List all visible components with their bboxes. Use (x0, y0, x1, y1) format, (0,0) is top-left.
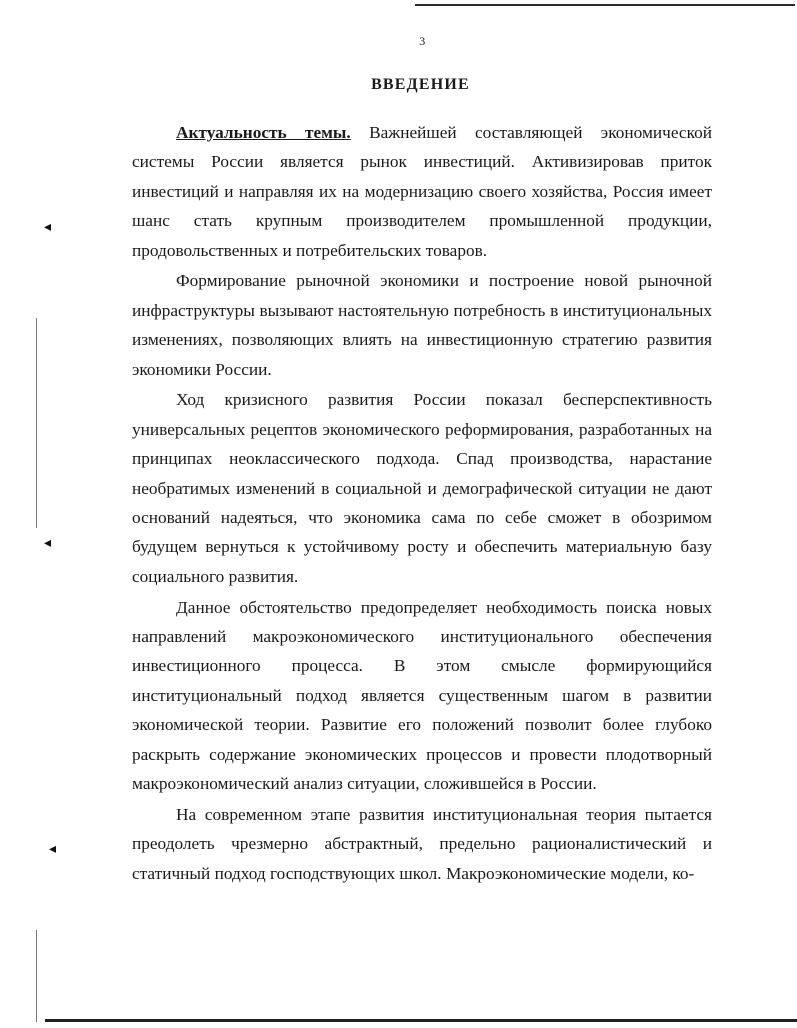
paragraph-crisis-development: Ход кризисного развития России показал бесперспективность универсальных рецептов экономического реформирования, разработанных на принципах неоклассического подхода. Спад производства, нарастание необратимых изменений в социальной и демографической ситуации не дают оснований надеяться, что экономика сама по себе сможет в обозримом будущем вернуться к устойчивому росту и обеспечить материальную базу социального развития. (132, 390, 712, 586)
binding-hole-marker-2: ◂ (44, 536, 52, 551)
body-text (132, 118, 712, 890)
page-number: 3 (419, 34, 426, 48)
scan-edge-left-1 (36, 318, 37, 528)
paragraph-institutional-approach: Данное обстоятельство предопределяет необходимость поиска новых направлений макроэкономического институционального обеспечения инвестиционного процесса. В этом смысле формирующийся институциональный подход является существенным шагом в развитии экономической теории. Развитие его положений позволит более глубоко раскрыть содержание экономических процессов и провести плодотворный макроэкономический анализ ситуации, сложившейся в России. (132, 597, 712, 794)
binding-hole-marker-1: ◂ (44, 220, 52, 235)
paragraph-market-economy: Формирование рыночной экономики и построение новой рыночной инфраструктуры вызывают настоятельную потребность в институциональных изменениях, позволяющих влиять на инвестиционную стратегию развития экономики России. (132, 271, 712, 379)
paragraph-relevance (132, 118, 712, 265)
scan-edge-left-2 (36, 930, 37, 1022)
paragraph-current-stage: На современном этапе развития институциональная теория пытается преодолеть чрезмерно абстрактный, предельно рационалистический и статичный подход господствующих школ. Макроэкономические модели, ко- (132, 804, 712, 883)
section-heading: ВВЕДЕНИЕ (371, 76, 470, 93)
scan-border-bottom (45, 1019, 797, 1022)
scan-border-top (415, 4, 795, 6)
binding-hole-marker-3: ◂ (49, 842, 57, 857)
paragraph-text: Важнейшей составляющей экономической системы России является рынок инвестиций. Активизировав приток инвестиций и направляя их на модернизацию своего хозяйства, Россия имеет шанс стать крупным производителем промышленной продукции, продовольственных и потребительских товаров. (132, 123, 712, 260)
paragraph-lead: Актуальность темы. (176, 123, 351, 142)
